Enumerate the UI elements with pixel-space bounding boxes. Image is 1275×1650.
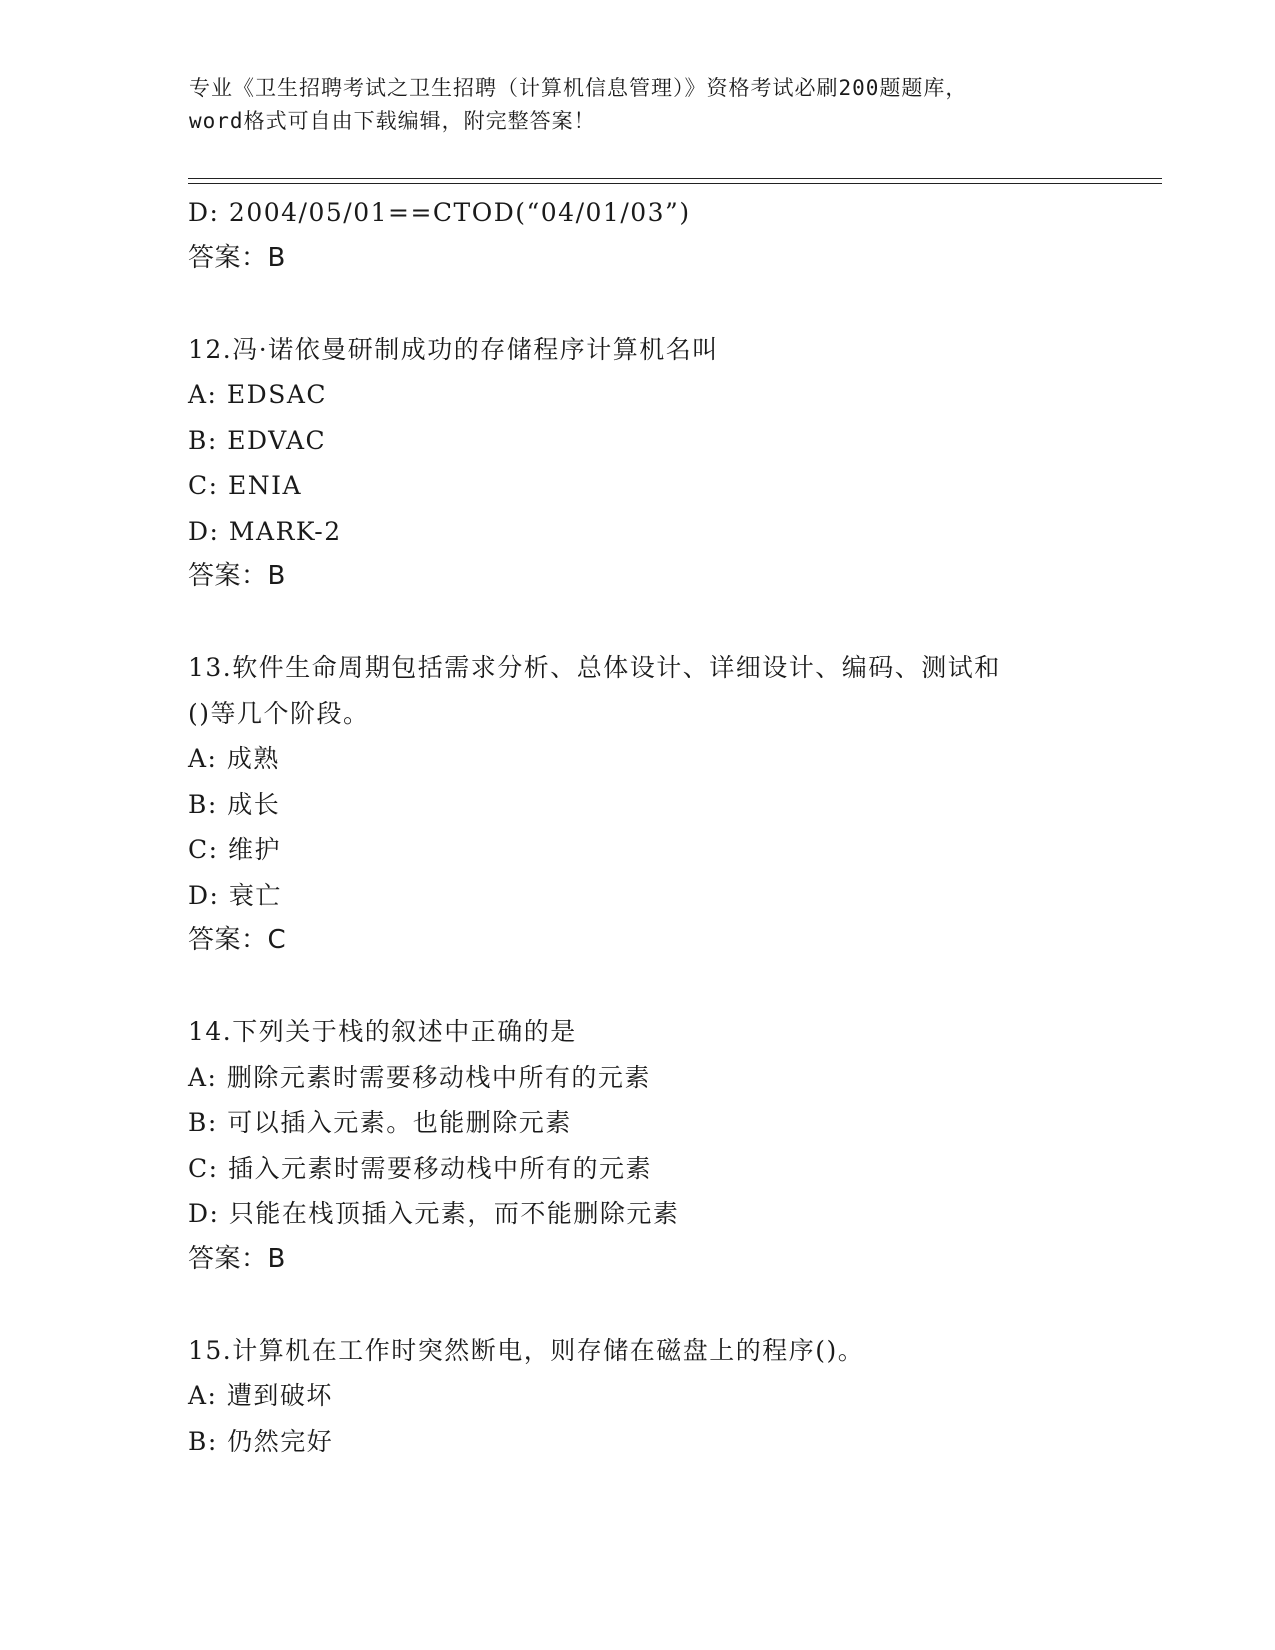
question-13-option-a: A: 成熟 — [188, 744, 280, 773]
question-15-option-a: A: 遭到破坏 — [188, 1381, 333, 1410]
question-list — [188, 190, 1088, 1464]
header-line-1: 专业《卫生招聘考试之卫生招聘（计算机信息管理）》资格考试必刷200题题库， — [189, 76, 968, 100]
question-13-stem: 13.软件生命周期包括需求分析、总体设计、详细设计、编码、测试和 — [188, 653, 1001, 682]
question-14-option-b: B: 可以插入元素。也能删除元素 — [188, 1108, 572, 1137]
question-12-option-b: B: EDVAC — [188, 425, 327, 455]
question-14-option-c: C: 插入元素时需要移动栈中所有的元素 — [188, 1153, 652, 1183]
question-12-answer: 答案：B — [188, 561, 286, 591]
header-divider-top — [188, 178, 1162, 179]
question-12-stem: 12.冯·诺依曼研制成功的存储程序计算机名叫 — [188, 334, 719, 364]
question-14-stem: 14.下列关于栈的叙述中正确的是 — [188, 1017, 577, 1046]
document-header — [189, 72, 1089, 138]
question-13-option-b: B: 成长 — [188, 789, 281, 819]
question-13-option-c: C: 维护 — [188, 835, 281, 864]
header-divider-bottom — [188, 183, 1162, 184]
question-15-stem: 15.计算机在工作时突然断电，则存储在磁盘上的程序()。 — [188, 1335, 865, 1365]
prev-option-d: D: 2004/05/01==CTOD(“04/01/03”) — [188, 198, 691, 227]
question-12-option-d: D: MARK-2 — [188, 516, 342, 546]
question-15-option-b: B: 仍然完好 — [188, 1426, 334, 1456]
question-12-option-a: A: EDSAC — [188, 380, 328, 409]
header-line-2: word格式可自由下载编辑，附完整答案！ — [189, 109, 596, 133]
question-14-option-a: A: 删除元素时需要移动栈中所有的元素 — [188, 1062, 651, 1092]
question-14-option-d: D: 只能在栈顶插入元素，而不能删除元素 — [188, 1199, 680, 1228]
question-14-answer: 答案：B — [188, 1243, 286, 1274]
question-12-option-c: C: ENIA — [188, 471, 303, 500]
question-13-answer: 答案：C — [188, 925, 287, 955]
question-13-option-d: D: 衰亡 — [188, 880, 282, 910]
prev-answer: 答案：B — [188, 242, 286, 273]
question-13-stem-cont: ()等几个阶段。 — [188, 698, 370, 728]
